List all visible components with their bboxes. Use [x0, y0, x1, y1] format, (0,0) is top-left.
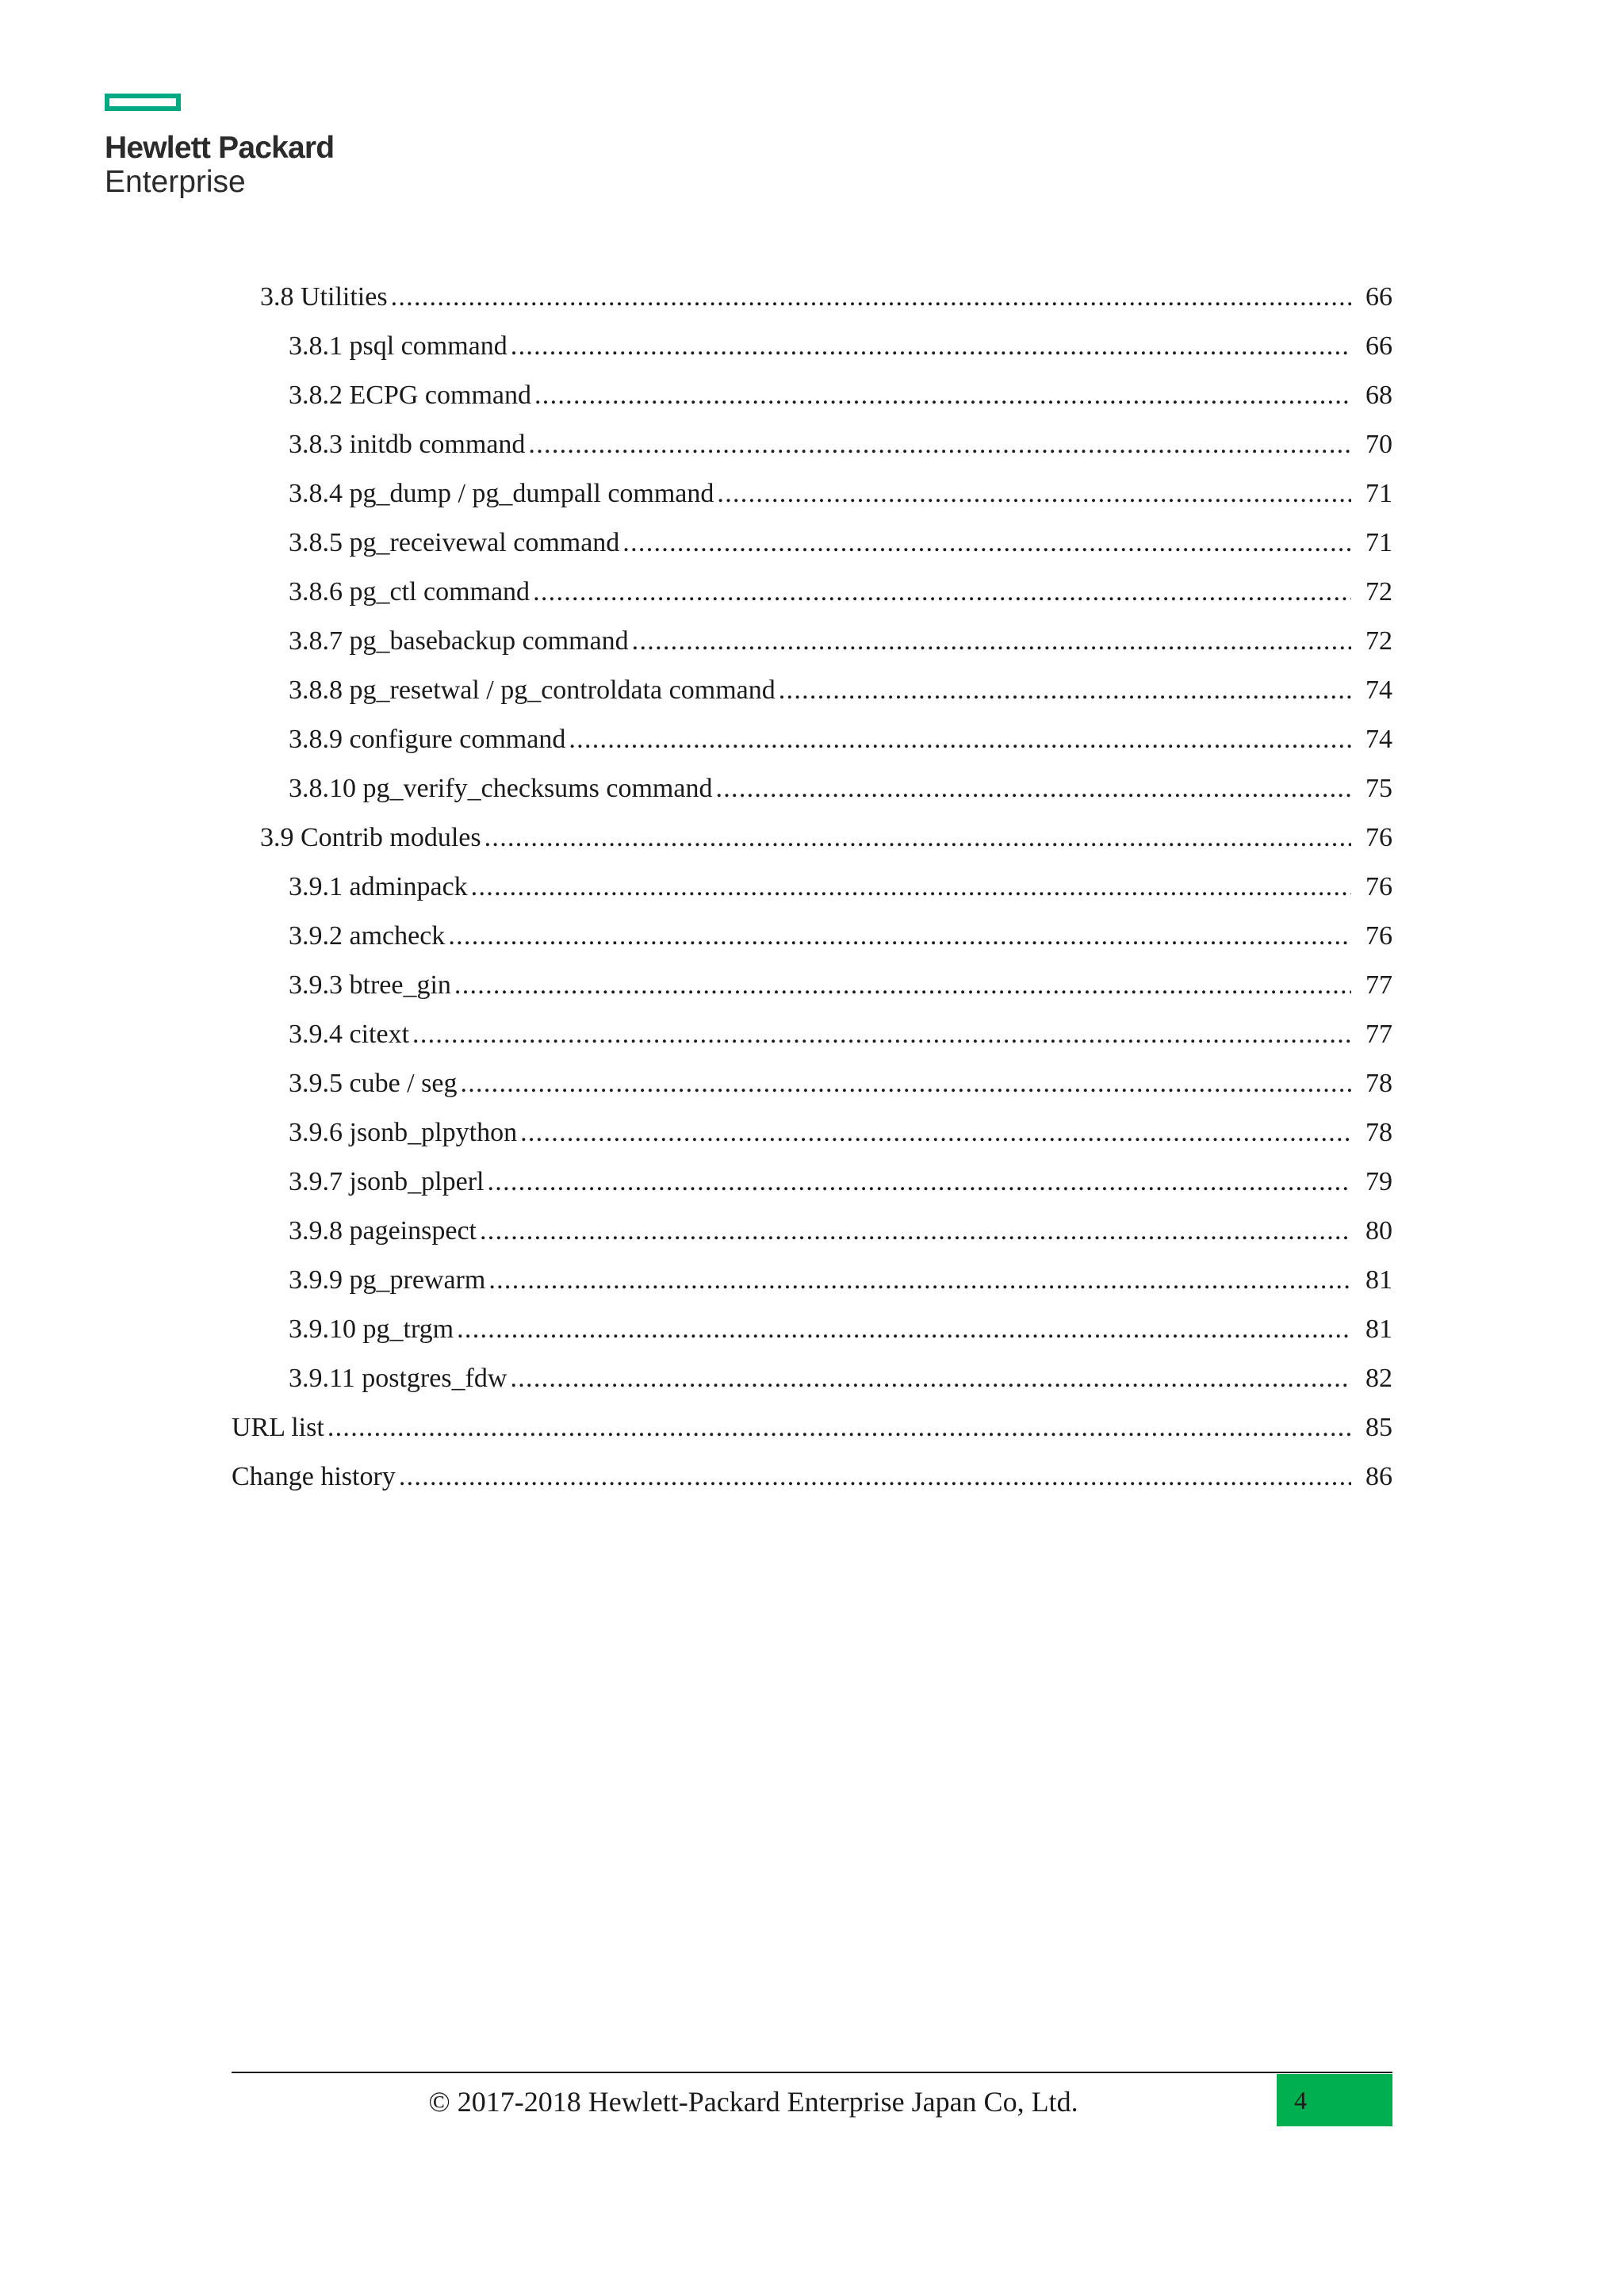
toc-entry[interactable]: [232, 469, 1392, 519]
toc-entry-title: 3.8.2 ECPG command: [289, 381, 531, 410]
footer-copyright: © 2017-2018 Hewlett-Packard Enterprise Japan Co, Ltd.: [428, 2086, 1078, 2118]
toc-dot-leader: [632, 617, 1351, 666]
toc-entry-page: 68: [1365, 381, 1392, 410]
toc-entry-title: 3.8.3 initdb command: [289, 430, 526, 459]
toc-entry-title: Change history: [232, 1462, 396, 1491]
toc-entry[interactable]: [232, 1452, 1392, 1502]
toc-entry[interactable]: [232, 715, 1392, 764]
table-of-contents: [232, 273, 1392, 1502]
toc-entry-title: 3.9.10 pg_trgm: [289, 1314, 454, 1344]
toc-dot-leader: [779, 666, 1351, 715]
toc-dot-leader: [520, 1108, 1351, 1158]
toc-entry-page: 70: [1365, 430, 1392, 459]
toc-entry-title: 3.9.11 postgres_fdw: [289, 1364, 508, 1393]
company-logo: [105, 94, 358, 200]
toc-entry-page: 74: [1365, 725, 1392, 754]
toc-dot-leader: [457, 1305, 1351, 1354]
toc-entry-title: 3.9.3 btree_gin: [289, 970, 451, 1000]
toc-entry-title: 3.9.5 cube / seg: [289, 1069, 458, 1098]
toc-dot-leader: [454, 961, 1351, 1010]
toc-entry-title: 3.8.5 pg_receivewal command: [289, 528, 620, 557]
toc-dot-leader: [471, 863, 1351, 912]
toc-dot-leader: [485, 813, 1351, 863]
toc-entry-title: 3.8.6 pg_ctl command: [289, 577, 530, 607]
toc-dot-leader: [448, 912, 1351, 961]
toc-entry[interactable]: [232, 863, 1392, 912]
toc-entry[interactable]: [232, 371, 1392, 420]
toc-entry-title: 3.8.7 pg_basebackup command: [289, 626, 629, 656]
toc-entry[interactable]: [232, 1354, 1392, 1403]
toc-entry[interactable]: [232, 666, 1392, 715]
toc-entry[interactable]: [232, 1403, 1392, 1452]
toc-entry-page: 77: [1365, 970, 1392, 1000]
toc-dot-leader: [391, 273, 1351, 322]
toc-entry-title: 3.8.4 pg_dump / pg_dumpall command: [289, 479, 714, 508]
toc-entry-title: URL list: [232, 1413, 324, 1442]
toc-entry-title: 3.9 Contrib modules: [260, 823, 481, 852]
toc-entry[interactable]: [232, 420, 1392, 469]
toc-entry[interactable]: [232, 519, 1392, 568]
toc-entry-title: 3.8.8 pg_resetwal / pg_controldata command: [289, 675, 776, 705]
toc-entry-page: 76: [1365, 823, 1392, 852]
toc-entry-page: 81: [1365, 1265, 1392, 1295]
toc-entry[interactable]: [232, 1256, 1392, 1305]
toc-dot-leader: [533, 568, 1351, 617]
toc-dot-leader: [488, 1256, 1351, 1305]
toc-entry[interactable]: [232, 1108, 1392, 1158]
toc-entry-title: 3.9.1 adminpack: [289, 872, 468, 901]
toc-dot-leader: [460, 1059, 1351, 1108]
toc-entry[interactable]: [232, 764, 1392, 813]
toc-entry-page: 86: [1365, 1462, 1392, 1491]
toc-entry-page: 66: [1365, 282, 1392, 312]
toc-dot-leader: [534, 371, 1351, 420]
toc-entry-title: 3.9.7 jsonb_plperl: [289, 1167, 485, 1196]
toc-entry-title: 3.9.6 jsonb_plpython: [289, 1118, 518, 1147]
toc-dot-leader: [510, 1354, 1351, 1403]
toc-entry-title: 3.8.10 pg_verify_checksums command: [289, 774, 713, 803]
page-number-badge: [1277, 2074, 1392, 2126]
toc-entry-page: 80: [1365, 1216, 1392, 1246]
toc-entry-title: 3.8.1 psql command: [289, 331, 508, 361]
toc-entry-page: 71: [1365, 479, 1392, 508]
toc-entry-page: 72: [1365, 626, 1392, 656]
toc-entry-page: 66: [1365, 331, 1392, 361]
toc-entry[interactable]: [232, 1010, 1392, 1059]
logo-text-line1: Hewlett Packard: [105, 131, 335, 165]
toc-entry[interactable]: [232, 813, 1392, 863]
toc-entry-page: 78: [1365, 1118, 1392, 1147]
toc-dot-leader: [327, 1403, 1351, 1452]
toc-dot-leader: [569, 715, 1351, 764]
toc-dot-leader: [399, 1452, 1351, 1502]
toc-entry-page: 76: [1365, 872, 1392, 901]
toc-entry-page: 81: [1365, 1314, 1392, 1344]
logo-text-line2: Enterprise: [105, 165, 246, 199]
toc-entry-page: 79: [1365, 1167, 1392, 1196]
page-number: 4: [1294, 2086, 1307, 2114]
toc-dot-leader: [511, 322, 1351, 371]
toc-entry[interactable]: [232, 273, 1392, 322]
toc-entry-title: 3.9.2 amcheck: [289, 921, 446, 951]
logo-rectangle-icon: [105, 94, 181, 111]
toc-dot-leader: [717, 469, 1351, 519]
toc-entry[interactable]: [232, 961, 1392, 1010]
toc-dot-leader: [487, 1158, 1351, 1207]
toc-entry-page: 71: [1365, 528, 1392, 557]
toc-entry-page: 77: [1365, 1020, 1392, 1049]
toc-entry[interactable]: [232, 322, 1392, 371]
toc-entry[interactable]: [232, 1207, 1392, 1256]
toc-entry[interactable]: [232, 912, 1392, 961]
toc-entry-page: 78: [1365, 1069, 1392, 1098]
toc-dot-leader: [412, 1010, 1351, 1059]
toc-entry-title: 3.9.8 pageinspect: [289, 1216, 477, 1246]
toc-dot-leader: [480, 1207, 1351, 1256]
toc-entry-title: 3.8.9 configure command: [289, 725, 566, 754]
toc-entry-page: 85: [1365, 1413, 1392, 1442]
footer-divider: [232, 2072, 1392, 2073]
toc-entry[interactable]: [232, 1158, 1392, 1207]
toc-entry[interactable]: [232, 1305, 1392, 1354]
toc-entry[interactable]: [232, 1059, 1392, 1108]
toc-entry[interactable]: [232, 568, 1392, 617]
toc-entry-title: 3.9.9 pg_prewarm: [289, 1265, 486, 1295]
toc-entry-page: 75: [1365, 774, 1392, 803]
toc-entry-title: 3.9.4 citext: [289, 1020, 410, 1049]
toc-dot-leader: [622, 519, 1351, 568]
toc-dot-leader: [528, 420, 1351, 469]
toc-entry-title: 3.8 Utilities: [260, 282, 388, 312]
toc-entry-page: 82: [1365, 1364, 1392, 1393]
toc-dot-leader: [715, 764, 1351, 813]
toc-entry-page: 74: [1365, 675, 1392, 705]
toc-entry-page: 76: [1365, 921, 1392, 951]
toc-entry[interactable]: [232, 617, 1392, 666]
toc-entry-page: 72: [1365, 577, 1392, 607]
